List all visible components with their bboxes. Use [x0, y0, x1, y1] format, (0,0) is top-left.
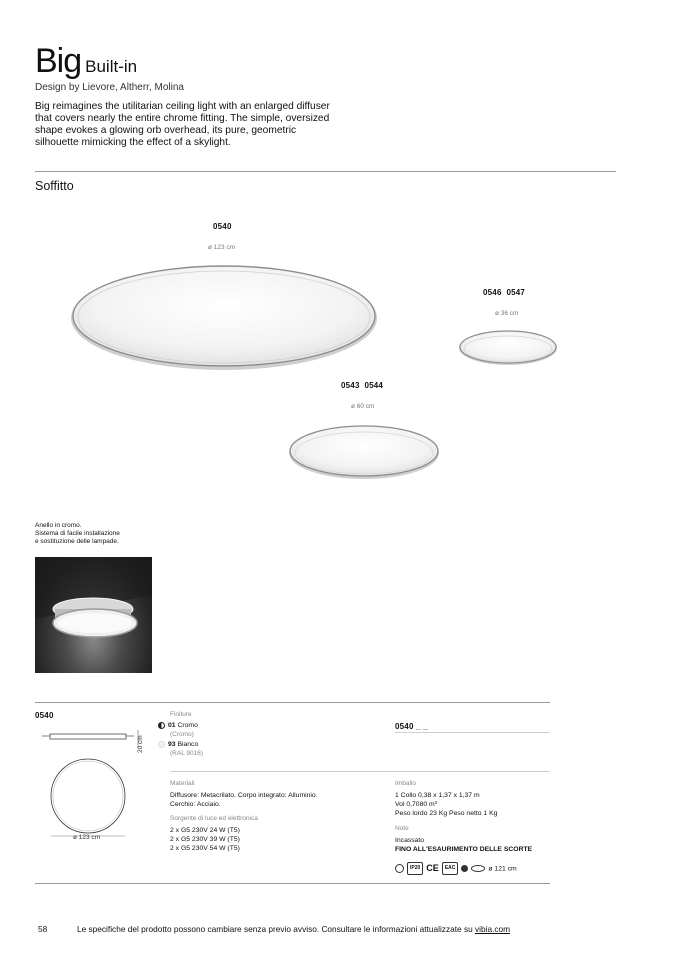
spec-divider-mid [170, 771, 550, 772]
lamp-medium-image [289, 426, 439, 479]
installation-photo [35, 557, 152, 673]
product-subtitle: Built-in [85, 57, 138, 76]
certification-icons [395, 862, 517, 875]
photo-lamp-image [35, 557, 152, 673]
finish-93: 93 Bianco (RAL 9016) [158, 740, 203, 758]
product-line-code: 0540 _ _ [395, 722, 428, 731]
materiali-text: Diffusore: Metacrilato. Corpo integrato: Alluminio. Cerchio: Acciaio. [170, 792, 318, 808]
model-diameter-0543: ø 60 cm [351, 403, 375, 410]
note-text: Incassato FINO ALL'ESAURIMENTO DELLE SCORTE [395, 837, 533, 853]
finish-01: 01 Cromo (Cromo) [158, 721, 198, 739]
eac-icon: EAC [442, 862, 459, 875]
lamp-small-image [459, 331, 557, 365]
spec-divider-bottom [35, 883, 550, 884]
chrome-swatch-icon [158, 722, 165, 729]
cutout-icon [471, 865, 485, 872]
finiture-label: Finiture [170, 711, 192, 718]
model-diameter-0546: ø 36 cm [495, 310, 519, 317]
lamp-large-image [71, 266, 377, 370]
diameter-dimension: ø 123 cm [73, 834, 101, 841]
imballo-label: Imballo [395, 780, 416, 787]
model-code-0546-0547: 0546 0547 [483, 288, 526, 297]
cutout-diameter: ø 121 cm [488, 865, 517, 873]
flammability-icon [461, 865, 468, 872]
spec-code: 0540 [35, 711, 54, 720]
sorgente-list: 2 x G5 230V 24 W (T5) 2 x G5 230V 39 W (T5) 2 x G5 230V 54 W (T5) [170, 827, 240, 852]
model-diameter-0540: ø 123 cm [208, 244, 236, 251]
materiali-label: Materiali [170, 780, 195, 787]
spec-divider-top [35, 702, 550, 703]
imballo-list: 1 Collo 0,38 x 1,37 x 1,37 m Vol 0,7080 m³ Peso lordo 23 Kg Peso netto 1 Kg [395, 792, 498, 817]
footer-disclaimer: Le specifiche del prodotto possono cambiare senza previo avviso. Consultare le informazioni attualizzate su vibia.com [77, 924, 511, 934]
vibia-link[interactable]: vibia.com [475, 924, 511, 934]
product-line-divider [395, 732, 550, 733]
section-title: Soffitto [35, 179, 74, 193]
product-name: Big [35, 42, 82, 80]
sorgente-label: Sorgente di luce ed elettronica [170, 815, 258, 822]
model-code-0543-0544: 0543 0544 [341, 381, 384, 390]
ground-icon [395, 864, 404, 873]
ce-icon: CE [426, 863, 439, 873]
designer-credit: Design by Lievore, Altherr, Molina [35, 82, 184, 93]
photo-caption: Anello in cromo. Sistema di facile installazione e sostituzione delle lampade. [35, 522, 120, 545]
height-dimension: 20 cm [137, 735, 144, 753]
ip20-icon: IP20 [407, 862, 423, 875]
note-label: Note [395, 825, 409, 832]
product-description: Big reimagines the utilitarian ceiling light with an enlarged diffuser that covers nearly the entire chrome fitting. The simple, oversized shape evokes a glowing orb overhead, its pure, geometric silhouette mimicking the effect of a skylight. [35, 101, 330, 148]
model-code-0540: 0540 [213, 222, 232, 231]
page-number: 58 [38, 924, 48, 934]
white-swatch-icon [158, 741, 165, 748]
